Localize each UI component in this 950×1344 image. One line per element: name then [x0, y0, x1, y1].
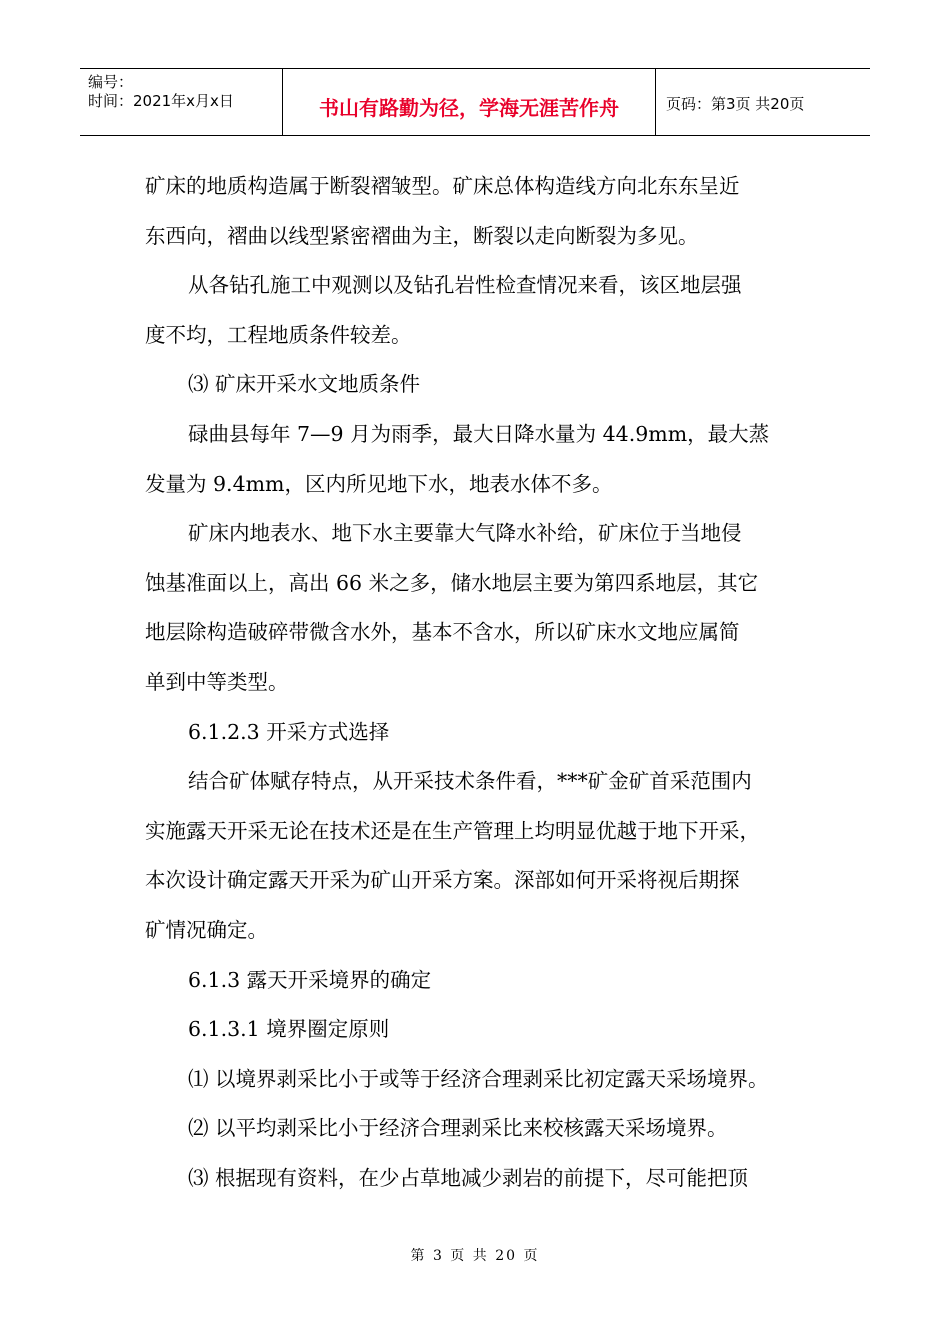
section-heading: 6.1.2.3 开采方式选择 — [188, 719, 390, 744]
document-date-label: 时间：2021年x月x日 — [88, 92, 234, 110]
header-motto: 书山有路勤为径，学海无涯苦作舟 — [282, 69, 656, 135]
page-header — [80, 68, 870, 136]
body-line: 地层除构造破碎带微含水外，基本不含水，所以矿床水文地应属简 — [145, 620, 740, 645]
body-line: 度不均，工程地质条件较差。 — [145, 322, 412, 347]
section-heading: 6.1.3.1 境界圈定原则 — [188, 1017, 390, 1042]
list-item: ⑴ 以境界剥采比小于或等于经济合理剥采比初定露天采场境界。 — [188, 1066, 769, 1091]
body-line: 从各钻孔施工中观测以及钻孔岩性检查情况来看，该区地层强 — [188, 273, 742, 298]
section-heading: 6.1.3 露天开采境界的确定 — [188, 967, 432, 992]
header-page-code: 页码：第3页 共20页 — [666, 94, 805, 113]
list-item: ⑵ 以平均剥采比小于经济合理剥采比来校核露天采场境界。 — [188, 1116, 728, 1141]
body-line: 矿床内地表水、地下水主要靠大气降水补给，矿床位于当地侵 — [188, 521, 742, 546]
body-line: 单到中等类型。 — [145, 669, 289, 694]
body-line: 本次设计确定露天开采为矿山开采方案。深部如何开采将视后期探 — [145, 868, 740, 893]
document-body — [145, 162, 810, 1203]
document-number-label: 编号： — [88, 73, 134, 91]
body-line: 碌曲县每年 7—9 月为雨季，最大日降水量为 44.9mm，最大蒸 — [188, 421, 770, 446]
list-item: ⑶ 根据现有资料，在少占草地减少剥岩的前提下，尽可能把顶 — [188, 1165, 749, 1190]
body-line: 东西向，褶曲以线型紧密褶曲为主，断裂以走向断裂为多见。 — [145, 223, 699, 248]
section-heading: ⑶ 矿床开采水文地质条件 — [188, 372, 421, 397]
body-line: 蚀基准面以上，高出 66 米之多，储水地层主要为第四系地层，其它 — [145, 570, 759, 595]
body-line: 结合矿体赋存特点，从开采技术条件看，***矿金矿首采范围内 — [188, 769, 752, 794]
page-footer: 第 3 页 共 20 页 — [410, 1248, 540, 1264]
header-meta — [80, 69, 282, 135]
body-line: 发量为 9.4mm，区内所见地下水，地表水体不多。 — [145, 471, 613, 496]
body-line: 矿床的地质构造属于断裂褶皱型。矿床总体构造线方向北东东呈近 — [145, 174, 740, 198]
body-line: 实施露天开采无论在技术还是在生产管理上均明显优越于地下开采， — [145, 818, 760, 843]
body-line: 矿情况确定。 — [145, 917, 268, 942]
